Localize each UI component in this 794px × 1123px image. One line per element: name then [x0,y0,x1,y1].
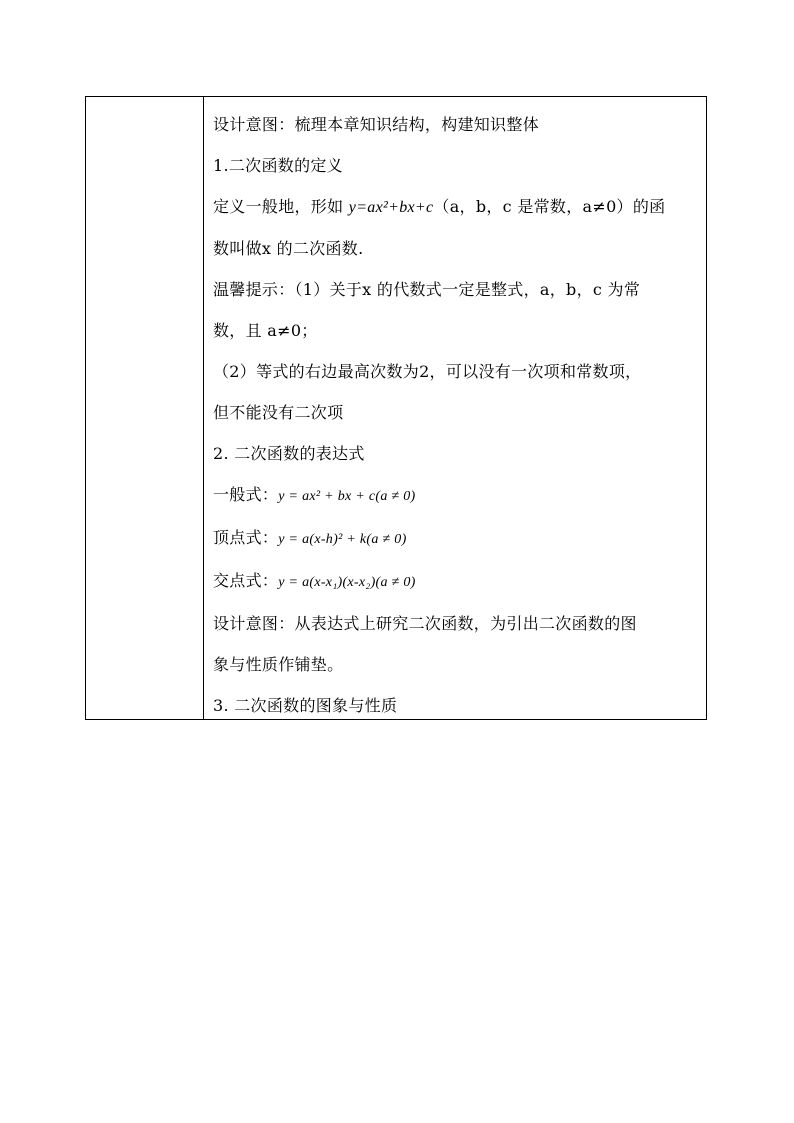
intersect-form-line [213,560,696,603]
vertex-form-label: 顶点式： [213,528,279,547]
section-3-title: 3. 二次函数的图象与性质 [213,696,398,715]
section-1-title: 1.二次函数的定义 [213,156,343,175]
tip-2-line-2: 但不能没有二次项 [213,403,344,422]
table-left-cell [86,97,204,719]
definition-line-1 [213,186,696,228]
definition-formula: y=ax²+bx+c [348,199,434,216]
design-intent-2-line-1: 设计意图：从表达式上研究二次函数，为引出二次函数的图 [213,614,637,633]
general-form-label: 一般式： [213,485,279,504]
tip-1-line-1: 温馨提示：（1）关于x 的代数式一定是整式，a，b，c 为常 [213,280,641,299]
tip-2-line-1: （2）等式的右边最高次数为2，可以没有一次项和常数项， [213,362,642,381]
design-intent-2-line-2: 象与性质作铺垫。 [213,655,344,674]
definition-prefix: 定义一般地，形如 [213,197,349,216]
general-form-line [213,474,696,517]
vertex-form-formula: y = a(x-h)² + k(a ≠ 0) [278,532,407,547]
vertex-form-line [213,517,696,560]
section-2-title: 2. 二次函数的表达式 [213,444,365,463]
definition-condition: （a，b，c 是常数，a≠0）的函 [433,197,666,216]
design-intent-1: 设计意图：梳理本章知识结构，构建知识整体 [213,115,540,134]
tip-1-line-2: 数，且 a≠0； [213,321,318,340]
content-table [85,96,707,720]
table-right-cell [204,97,706,719]
general-form-formula: y = ax² + bx + c(a ≠ 0) [278,489,416,504]
intersect-form-label: 交点式： [213,571,279,590]
intersect-form-formula: y = a(x-x₁)(x-x₂)(a ≠ 0) [278,575,416,590]
definition-line-2: 数叫做x 的二次函数. [213,239,364,258]
